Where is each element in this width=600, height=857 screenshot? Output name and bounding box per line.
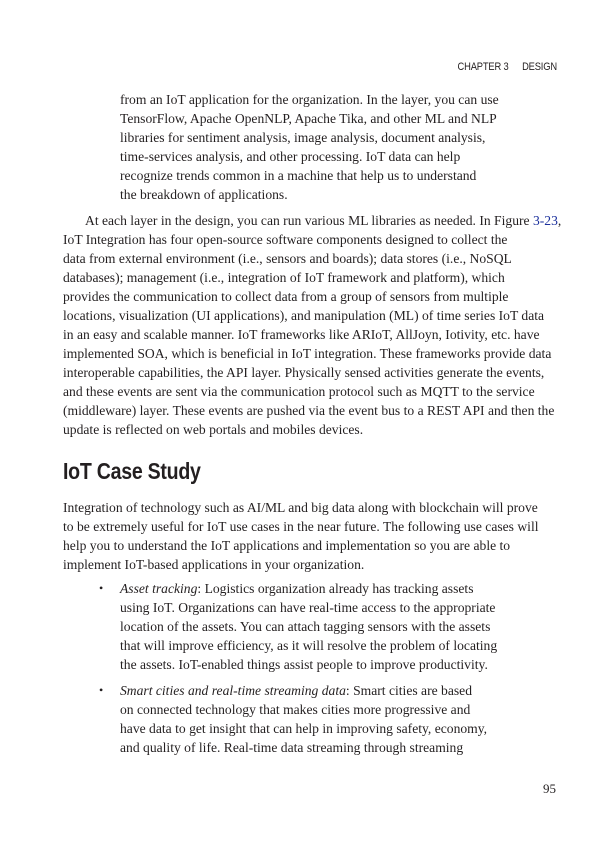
text-line: to be extremely useful for IoT use cases in the near future. The following use cases will	[63, 519, 539, 534]
text-line	[120, 579, 497, 598]
text-line: TensorFlow, Apache OpenNLP, Apache Tika, and other ML and NLP	[120, 111, 497, 126]
text-line: on connected technology that makes cities more progressive and	[120, 702, 471, 717]
text-line: in an easy and scalable manner. IoT frameworks like ARIoT, AllJoyn, Iotivity, etc. have	[63, 327, 540, 342]
text-line: help you to understand the IoT applications and implementation so you are able to	[63, 538, 511, 553]
text-line: libraries for sentiment analysis, image analysis, document analysis,	[120, 130, 486, 145]
text-line: update is reflected on web portals and mobiles devices.	[63, 422, 364, 437]
bullet-term: Asset tracking	[120, 581, 198, 596]
text-line	[63, 211, 561, 230]
text-line: location of the assets. You can attach tagging sensors with the assets	[120, 619, 491, 634]
bullet-icon: •	[99, 683, 104, 697]
bullet-item-smart-cities	[120, 681, 487, 757]
running-header	[444, 61, 557, 73]
text-line: (middleware) layer. These events are pushed via the event bus to a REST API and then the	[63, 403, 555, 418]
text-line: that will improve efficiency, as it will resolve the problem of locating	[120, 638, 498, 653]
text-line: data from external environment (i.e., sensors and boards); data stores (i.e., NoSQL	[63, 251, 512, 266]
text-span: : Smart cities are based	[345, 683, 472, 698]
text-line: and quality of life. Real-time data streaming through streaming	[120, 740, 464, 755]
body-paragraph-2	[63, 498, 539, 574]
text-line: time-services analysis, and other processing. IoT data can help	[120, 149, 461, 164]
text-line: the assets. IoT-enabled things assist people to improve productivity.	[120, 657, 488, 672]
bullet-icon: •	[99, 581, 104, 595]
section-label: DESIGN	[522, 61, 557, 73]
text-span: At each layer in the design, you can run various ML libraries as needed. In Figure	[85, 213, 533, 228]
section-heading: IoT Case Study	[63, 458, 201, 484]
text-span: ,	[557, 213, 562, 228]
text-line: databases); management (i.e., integration of IoT framework and platform), which	[63, 270, 505, 285]
text-line: implemented SOA, which is beneficial in IoT integration. These frameworks provide data	[63, 346, 552, 361]
text-line: have data to get insight that can help in improving safety, economy,	[120, 721, 488, 736]
text-line: locations, visualization (UI applications), and manipulation (ML) of time series IoT data	[63, 308, 545, 323]
text-line: the breakdown of applications.	[120, 187, 288, 202]
text-line: implement IoT-based applications in your organization.	[63, 557, 365, 572]
text-line: from an IoT application for the organization. In the layer, you can use	[120, 92, 499, 107]
text-line: using IoT. Organizations can have real-time access to the appropriate	[120, 600, 496, 615]
text-line: recognize trends common in a machine that help us to understand	[120, 168, 477, 183]
chapter-label: CHAPTER 3	[457, 61, 509, 73]
bullet-item-asset-tracking	[120, 579, 497, 674]
intro-paragraph	[120, 90, 499, 204]
text-line: Integration of technology such as AI/ML and big data along with blockchain will prove	[63, 500, 538, 515]
text-line: and these events are sent via the communication protocol such as MQTT to the service	[63, 384, 535, 399]
text-line: interoperable capabilities, the API layer. Physically sensed activities generate the events,	[63, 365, 545, 380]
text-line: IoT Integration has four open-source software components designed to collect the	[63, 232, 508, 247]
page-number: 95	[543, 781, 556, 796]
bullet-term: Smart cities and real-time streaming data	[120, 683, 346, 698]
figure-link[interactable]: 3-23	[532, 213, 558, 228]
text-span: : Logistics organization already has tracking assets	[197, 581, 474, 596]
text-line	[120, 681, 487, 700]
body-paragraph-1	[63, 211, 561, 439]
text-line: provides the communication to collect data from a group of sensors from multiple	[63, 289, 509, 304]
